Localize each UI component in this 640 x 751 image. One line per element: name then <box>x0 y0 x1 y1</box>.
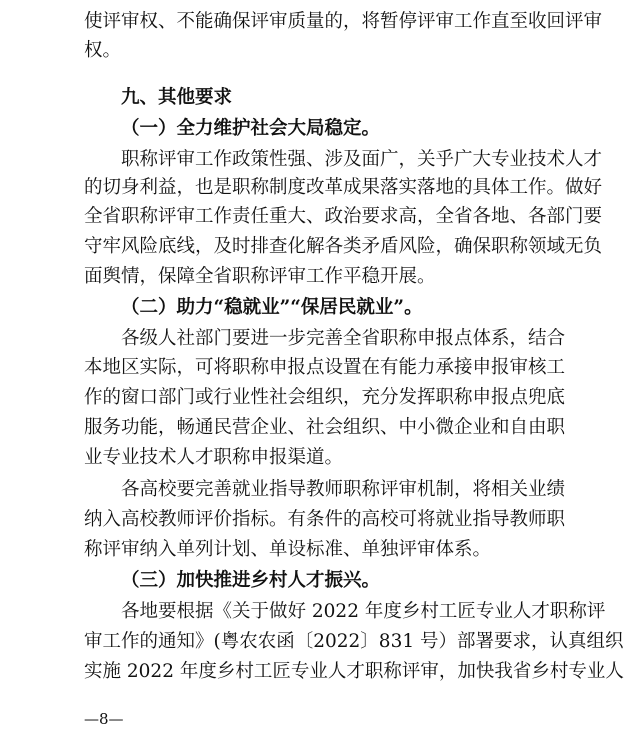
section-heading: （三）加快推进乡村人才振兴。 <box>121 570 381 591</box>
page-number: —8— <box>84 710 124 728</box>
body-text-line: 各级人社部门要进一步完善全省职称申报点体系，结合 <box>121 328 566 349</box>
body-text-line: 面舆情，保障全省职称评审工作平稳开展。 <box>84 266 436 287</box>
body-text-line: 纳入高校教师评价指标。有条件的高校可将就业指导教师职 <box>84 509 566 530</box>
body-text-line: 守牢风险底线，及时排查化解各类矛盾风险，确保职称领域无负 <box>84 236 603 257</box>
body-text-line: 审工作的通知》(粤农农函〔2022〕831 号）部署要求，认真组织 <box>84 631 624 652</box>
body-text-line: 使评审权、不能确保评审质量的，将暂停评审工作直至收回评审 <box>84 11 603 32</box>
body-text-line: 业专业技术人才职称申报渠道。 <box>84 447 344 468</box>
body-text-line: 实施 2022 年度乡村工匠专业人才职称评审，加快我省乡村专业人 <box>84 661 624 682</box>
section-heading: （一）全力维护社会大局稳定。 <box>121 118 381 139</box>
body-text-line: 的切身利益，也是职称制度改革成果落实落地的具体工作。做好 <box>84 177 603 198</box>
body-text-line: 全省职称评审工作责任重大、政治要求高，全省各地、各部门要 <box>84 206 603 227</box>
section-heading: （二）助力“稳就业”“保居民就业”。 <box>121 297 423 318</box>
body-text-line: 各高校要完善就业指导教师职称评审机制，将相关业绩 <box>121 479 566 500</box>
body-text-line: 职称评审工作政策性强、涉及面广，关乎广大专业技术人才 <box>121 149 603 170</box>
body-text-line: 服务功能，畅通民营企业、社会组织、中小微企业和自由职 <box>84 417 566 438</box>
body-text-line: 权。 <box>84 40 122 61</box>
body-text-line: 称评审纳入单列计划、单设标准、单独评审体系。 <box>84 539 492 560</box>
body-text-line: 各地要根据《关于做好 2022 年度乡村工匠专业人才职称评 <box>121 601 606 622</box>
body-text-line: 作的窗口部门或行业性社会组织，充分发挥职称申报点兜底 <box>84 387 566 408</box>
body-text-line: 本地区实际，可将职称申报点设置在有能力承接申报审核工 <box>84 357 566 378</box>
section-heading: 九、其他要求 <box>121 87 233 108</box>
